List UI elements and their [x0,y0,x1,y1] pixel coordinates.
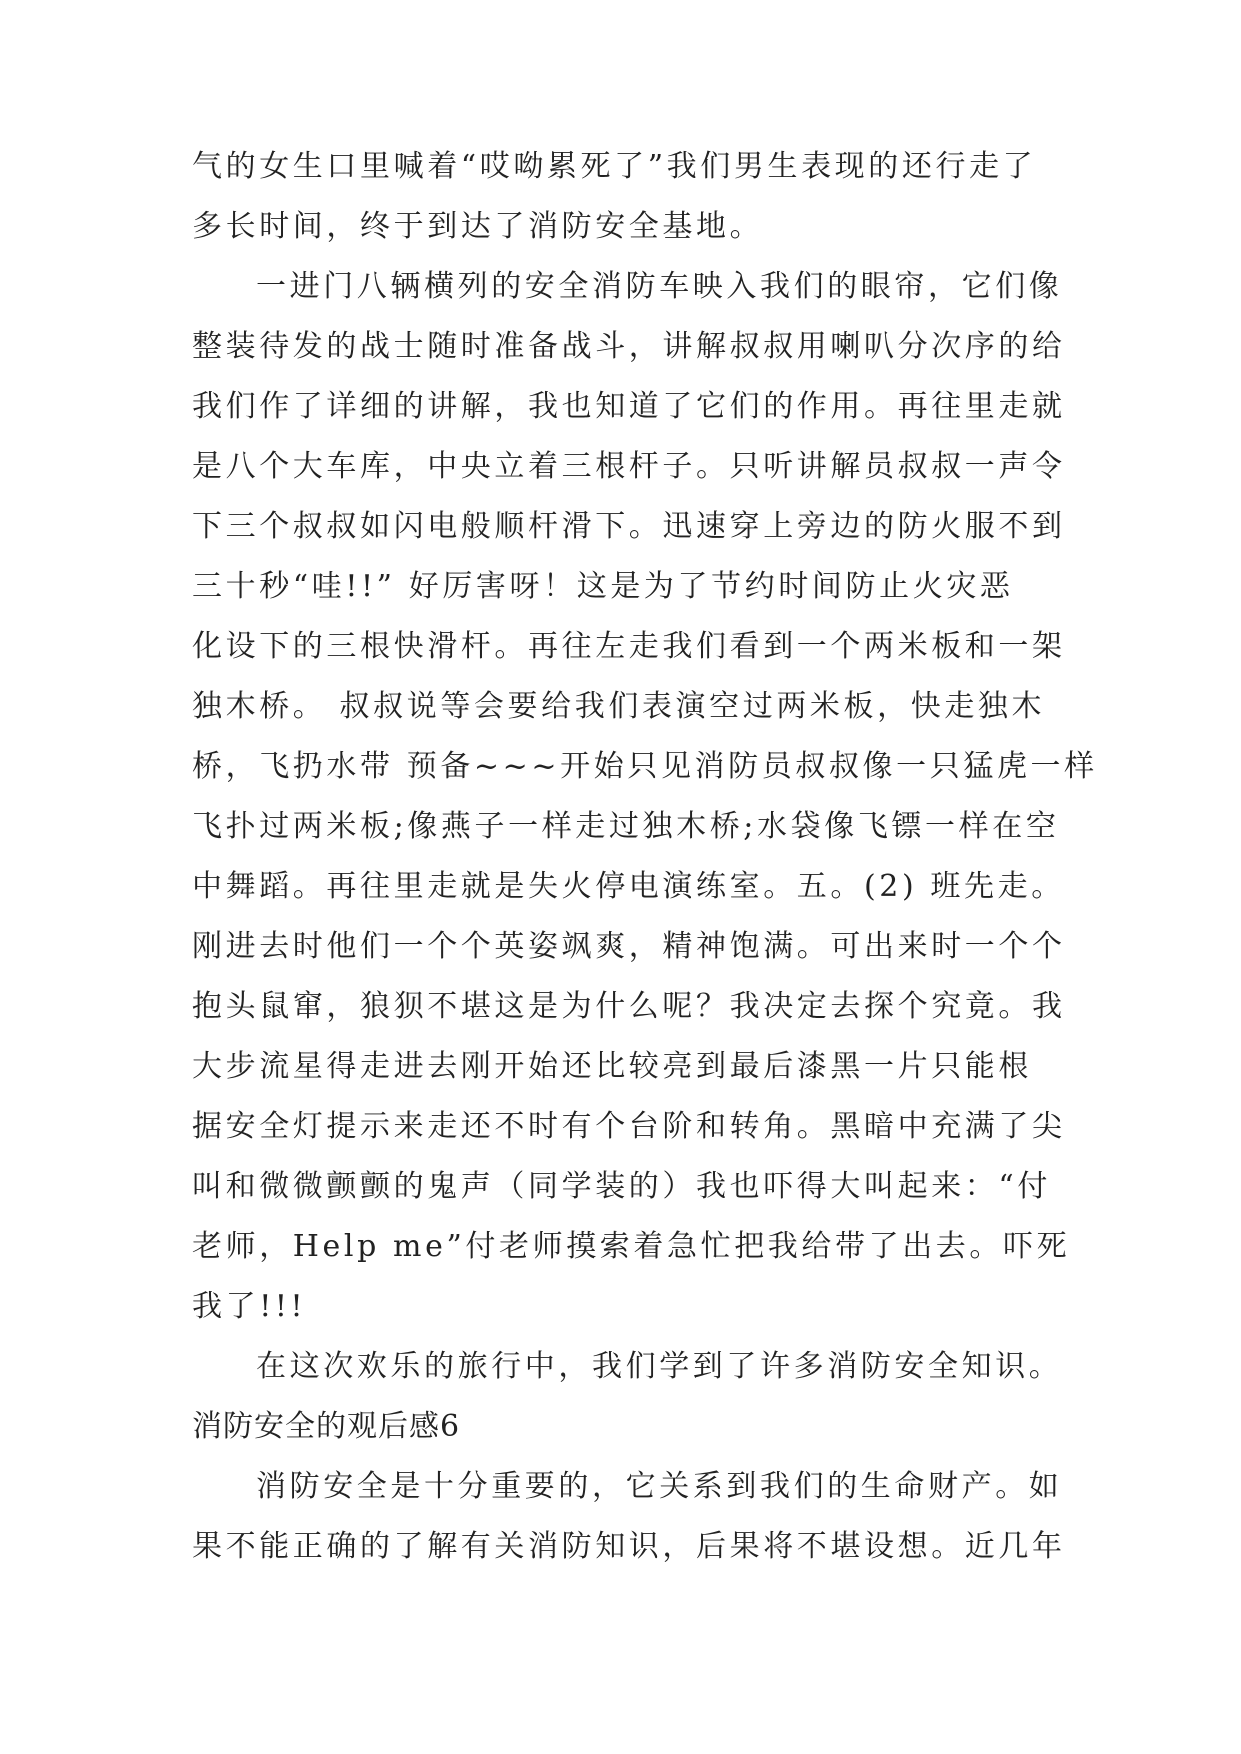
text-line: 桥，飞扔水带 预备~~~开始只见消防员叔叔像一只猛虎一样 [192,749,1098,784]
text-line: 叫和微微颤颤的鬼声（同学装的）我也吓得大叫起来：“付 [192,1169,1051,1204]
text-line: 飞扑过两米板;像燕子一样走过独木桥;水袋像飞镖一样在空 [192,809,1060,844]
text-line: 我了!!! [192,1289,307,1324]
text-line: 果不能正确的了解有关消防知识，后果将不堪设想。近几年 [192,1529,1066,1564]
text-line: 中舞蹈。再往里走就是失火停电演练室。五。(2) 班先走。 [192,869,1065,904]
text-line: 老师，Help me”付老师摸索着急忙把我给带了出去。吓死 [192,1229,1071,1264]
text-line: 下三个叔叔如闪电般顺杆滑下。迅速穿上旁边的防火服不到 [192,509,1066,544]
text-line: 大步流星得走进去刚开始还比较亮到最后漆黑一片只能根 [192,1049,1032,1084]
text-line: 刚进去时他们一个个英姿飒爽，精神饱满。可出来时一个个 [192,929,1066,964]
paragraph-first-line: 在这次欢乐的旅行中，我们学到了许多消防安全知识。 [256,1349,1063,1384]
paragraph-first-line: 一进门八辆横列的安全消防车映入我们的眼帘，它们像 [256,269,1063,304]
text-line: 是八个大车库，中央立着三根杆子。只听讲解员叔叔一声令 [192,449,1066,484]
text-line: 整装待发的战士随时准备战斗，讲解叔叔用喇叭分次序的给 [192,329,1066,364]
paragraph-first-line: 消防安全是十分重要的，它关系到我们的生命财产。如 [256,1469,1063,1504]
section-heading: 消防安全的观后感6 [192,1409,461,1444]
text-line: 三十秒“哇!!” 好厉害呀！这是为了节约时间防止火灾恶 [192,569,1014,604]
text-line: 我们作了详细的讲解，我也知道了它们的作用。再往里走就 [192,389,1066,424]
text-line: 据安全灯提示来走还不时有个台阶和转角。黑暗中充满了尖 [192,1109,1066,1144]
text-line: 抱头鼠窜，狼狈不堪这是为什么呢？我决定去探个究竟。我 [192,989,1066,1024]
text-line: 多长时间，终于到达了消防安全基地。 [192,209,764,244]
text-line: 气的女生口里喊着“哎呦累死了”我们男生表现的还行走了 [192,149,1037,184]
text-line: 化设下的三根快滑杆。再往左走我们看到一个两米板和一架 [192,629,1066,664]
text-line: 独木桥。 叔叔说等会要给我们表演空过两米板，快走独木 [192,689,1046,724]
